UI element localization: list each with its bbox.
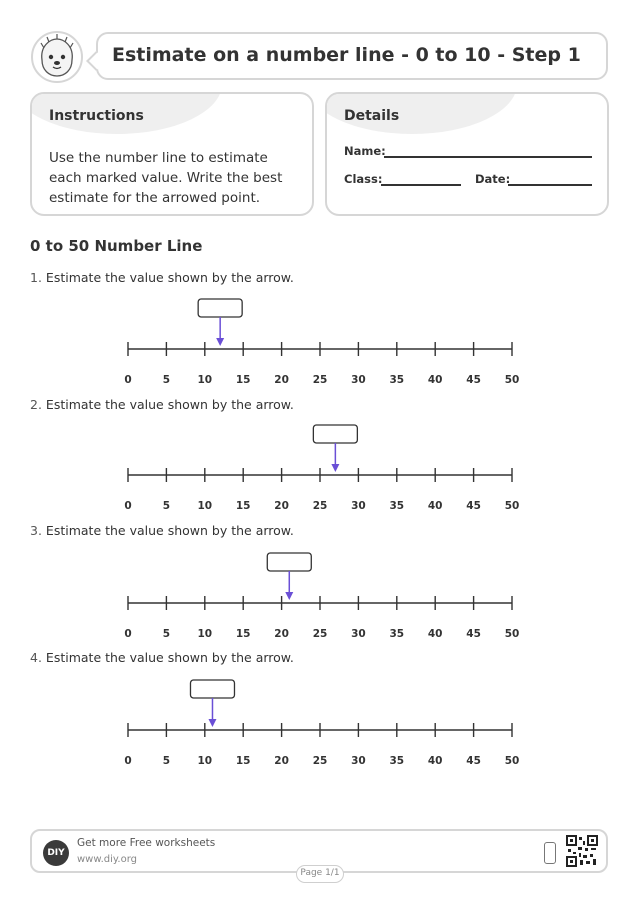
question-text: Estimate the value shown by the arrow. (45, 650, 294, 665)
tick-label: 10 (197, 500, 213, 512)
tick-label: 35 (389, 374, 405, 386)
tick-label: 40 (427, 755, 443, 767)
tick-label: 30 (351, 755, 366, 767)
page-title: Estimate on a number line - 0 to 10 - Step 1 (112, 44, 581, 66)
arrow-head (216, 338, 224, 346)
tick-label: 25 (312, 628, 328, 640)
tick-label: 15 (235, 374, 251, 386)
page-indicator: Page 1/1 (296, 865, 344, 883)
tick-label: 40 (427, 374, 443, 386)
question-number: 4. (30, 650, 42, 665)
tick-label: 35 (389, 500, 405, 512)
tick-label: 30 (351, 628, 366, 640)
footer-link[interactable]: www.diy.org (77, 854, 137, 865)
tick-label: 20 (274, 628, 289, 640)
details-heading: Details (344, 108, 400, 124)
tick-label: 50 (504, 755, 520, 767)
number-line-1 (124, 299, 519, 386)
tick-label: 30 (351, 374, 366, 386)
tick-label: 10 (197, 628, 213, 640)
answer-box[interactable] (190, 680, 234, 698)
tick-label: 50 (504, 500, 520, 512)
tick-label: 45 (466, 628, 481, 640)
tick-label: 10 (197, 755, 213, 767)
tick-label: 45 (466, 374, 481, 386)
tick-label: 30 (351, 500, 366, 512)
tick-label: 35 (389, 755, 405, 767)
answer-box[interactable] (198, 299, 242, 317)
tick-label: 5 (162, 500, 171, 512)
tick-label: 0 (124, 500, 132, 512)
question-number: 2. (30, 397, 42, 412)
tick-label: 25 (312, 500, 328, 512)
footer-title: Get more Free worksheets (77, 837, 216, 849)
question-text: Estimate the value shown by the arrow. (45, 523, 294, 538)
tick-label: 35 (389, 628, 405, 640)
instructions-heading: Instructions (49, 108, 144, 124)
tick-label: 0 (124, 628, 132, 640)
tick-label: 5 (162, 755, 171, 767)
tick-label: 0 (124, 374, 132, 386)
diy-logo[interactable]: DIY (43, 840, 69, 866)
tick-label: 25 (312, 374, 328, 386)
tick-label: 5 (162, 374, 171, 386)
tick-label: 10 (197, 374, 213, 386)
class-label: Class: (344, 172, 383, 186)
tick-label: 45 (466, 755, 481, 767)
number-line-2 (124, 425, 519, 512)
tick-label: 15 (235, 628, 251, 640)
answer-box[interactable] (267, 553, 311, 571)
phone-icon (544, 842, 556, 864)
tick-label: 40 (427, 628, 443, 640)
tick-label: 25 (312, 755, 328, 767)
instructions-text: Use the number line to estimate each marked value. Write the best estimate for the arrowed point. (49, 150, 283, 206)
tick-label: 5 (162, 628, 171, 640)
tick-label: 45 (466, 500, 481, 512)
question-number: 3. (30, 523, 42, 538)
number-line-4 (124, 680, 519, 767)
number-line-3 (124, 553, 519, 640)
tick-label: 20 (274, 755, 289, 767)
tick-label: 20 (274, 500, 289, 512)
tick-label: 50 (504, 374, 520, 386)
tick-label: 50 (504, 628, 520, 640)
tick-label: 15 (235, 755, 251, 767)
arrow-head (331, 464, 339, 472)
date-label: Date: (475, 172, 511, 186)
tick-label: 15 (235, 500, 251, 512)
arrow-head (208, 719, 216, 727)
section-heading: 0 to 50 Number Line (30, 237, 203, 255)
question-text: Estimate the value shown by the arrow. (45, 397, 294, 412)
tick-label: 40 (427, 500, 443, 512)
tick-label: 20 (274, 374, 289, 386)
question-text: Estimate the value shown by the arrow. (45, 270, 294, 285)
qr-code-icon[interactable] (566, 835, 598, 867)
tick-label: 0 (124, 755, 132, 767)
name-label: Name: (344, 144, 386, 158)
arrow-head (285, 592, 293, 600)
answer-box[interactable] (313, 425, 357, 443)
question-number: 1. (30, 270, 42, 285)
